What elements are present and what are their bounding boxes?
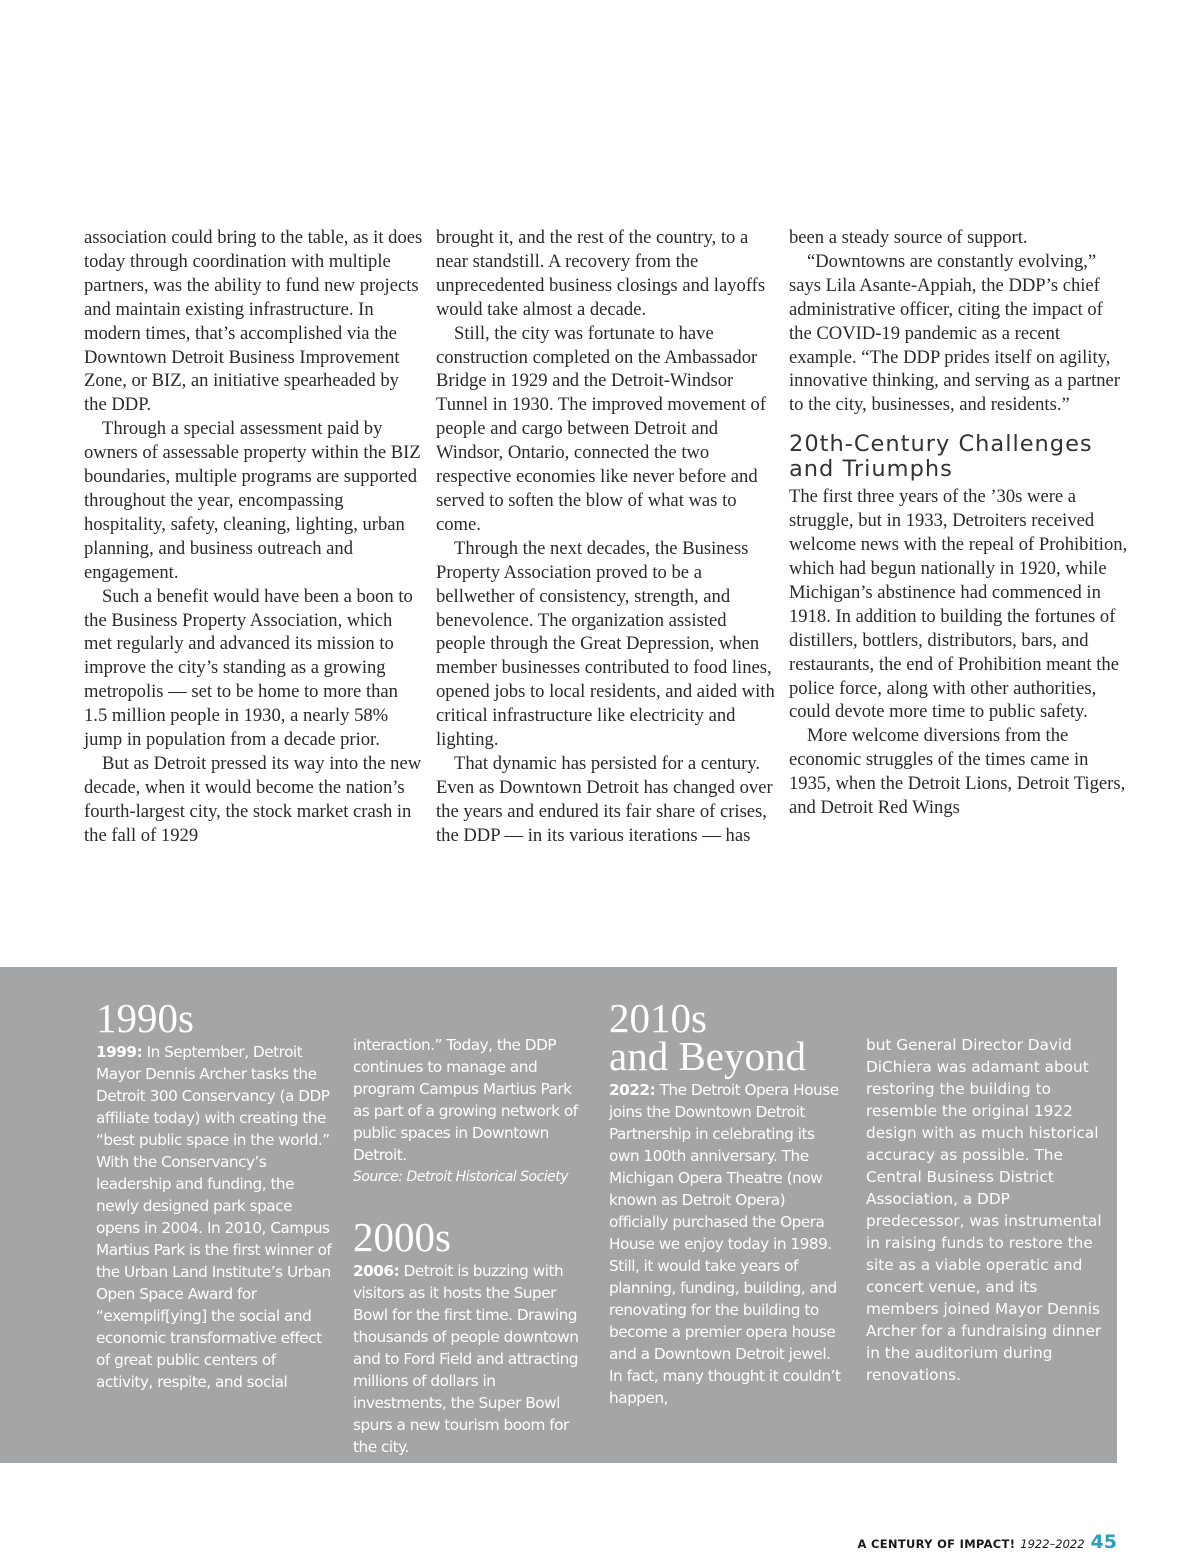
- article-column-1: [84, 226, 424, 848]
- paragraph: More welcome diversions from the economic struggles of the times came in 1935, when the Detroit Lions, Detroit Tigers, and Detroit Red Wings: [789, 725, 1126, 819]
- paragraph: That dynamic has persisted for a century. Even as Downtown Detroit has changed over the years and endured its fair share of crises, the DDP — in its various iterations — has: [436, 752, 773, 846]
- paragraph: association could bring to the table, as it does today through coordination with multiple partners, was the ability to fund new projects and maintain existing infrastructure. In modern times, that’s accomplished via the Downtown Detroit Business Improvement Zone, or BIZ, an initiative spearheaded by the DDP.: [84, 227, 423, 416]
- timeline-column-2010s: [609, 995, 845, 1409]
- heading-line: 2010s: [609, 995, 707, 1041]
- timeline-year: 1999:: [96, 1043, 143, 1061]
- paragraph: brought it, and the rest of the country, to a near standstill. A recovery from the unprecedented business closings and layoffs would take almost a decade.: [436, 227, 766, 320]
- timeline-column-4: [866, 1034, 1106, 1386]
- timeline-continued-text: interaction.” Today, the DDP continues to manage and program Campus Martius Park as part of a growing network of public spaces in Downtown Detroit.: [353, 1036, 578, 1164]
- publication-years: 1922–2022: [1020, 1537, 1085, 1551]
- timeline-column-2: [353, 1034, 589, 1458]
- heading-line: and Beyond: [609, 1033, 806, 1079]
- timeline-heading-2000s: 2000s: [353, 1214, 451, 1260]
- page-number: 45: [1090, 1531, 1117, 1553]
- paragraph: Through a special assessment paid by owners of assessable property within the BIZ boundaries, multiple programs are supported throughout the year, encompassing hospitality, safety, cleaning, lighting, urban planning, and business outreach and engagement.: [84, 418, 421, 583]
- paragraph: Still, the city was fortunate to have construction completed on the Ambassador Bridge in 1929 and the Detroit-Windsor Tunnel in 1930. The improved movement of people and cargo between Detroit and Windsor, Ontario, connected the two respective economies like never before and served to soften the blow of what was to come.: [436, 322, 767, 535]
- timeline-text: The Detroit Opera House joins the Downtown Detroit Partnership in celebrating its own 100th anniversary. The Michigan Opera Theatre (now known as Detroit Opera) officially purchased the Opera House we enjoy today in 1989. Still, it would take years of planning, funding, building, and renovating for the building to become a premier opera house and a Downtown Detroit jewel. In fact, many thought it couldn’t happen,: [609, 1081, 841, 1407]
- timeline-entry-1999: [96, 1041, 332, 1393]
- timeline-continued-text: but General Director David DiChiera was adamant about restoring the building to resemble the original 1922 design with as much historical accuracy as possible. The Central Business District Association, a DDP predecessor, was instrumental in raising funds to restore the site as a viable operatic and concert venue, and its members joined Mayor Dennis Archer for a fundraising dinner in the auditorium during renovations.: [866, 1036, 1102, 1384]
- paragraph: Through the next decades, the Business Property Association proved to be a bellwether of consistency, strength, and benevolence. The organization assisted people through the Great Depression, when member businesses contributed to food lines, opened jobs to local residents, and aided with critical infrastructure like electricity and lighting.: [436, 537, 775, 751]
- section-subheading: 20th-Century Challenges and Triumphs: [789, 431, 1093, 482]
- timeline-source: Source: Detroit Historical Society: [353, 1169, 569, 1185]
- timeline-heading-2010s: [609, 995, 845, 1079]
- timeline-heading-1990s: 1990s: [96, 995, 194, 1041]
- page-footer: [858, 1531, 1117, 1553]
- timeline-year: 2006:: [353, 1262, 400, 1280]
- paragraph: been a steady source of support.: [789, 227, 1028, 248]
- publication-title: A CENTURY OF IMPACT!: [857, 1537, 1016, 1551]
- article-column-3: [789, 226, 1129, 820]
- timeline-year: 2022:: [609, 1081, 656, 1099]
- article-column-2: [436, 226, 776, 848]
- timeline-text: Detroit is buzzing with visitors as it hosts the Super Bowl for the first time. Drawing thousands of people downtown and to Ford Field and attracting millions of dollars in investments, the Super Bowl spurs a new tourism boom for the city.: [353, 1262, 579, 1456]
- paragraph: But as Detroit pressed its way into the new decade, when it would become the nation’s fourth-largest city, the stock market crash in the fall of 1929: [84, 752, 422, 846]
- timeline-text: In September, Detroit Mayor Dennis Archer tasks the Detroit 300 Conservancy (a DDP affiliate today) with creating the “best public space in the world.” With the Conservancy’s leadership and funding, the newly designed park space opens in 2004. In 2010, Campus Martius Park is the first winner of the Urban Land Institute’s Urban Open Space Award for “exemplif[ying] the social and economic transformative effect of great public centers of activity, respite, and social: [96, 1043, 332, 1391]
- timeline-entry-2022: [609, 1079, 845, 1409]
- paragraph: The first three years of the ’30s were a struggle, but in 1933, Detroiters received welcome news with the repeal of Prohibition, which had begun nationally in 1920, while Michigan’s abstinence had commenced in 1918. In addition to building the fortunes of distillers, bottlers, distributors, bars, and restaurants, the end of Prohibition meant the police force, along with other authorities, could devote more time to public safety.: [789, 486, 1128, 723]
- timeline-entry-2006: [353, 1260, 589, 1458]
- timeline-column-1990s: [96, 995, 332, 1393]
- paragraph: Such a benefit would have been a boon to the Business Property Association, which met regularly and advanced its mission to improve the city’s standing as a growing metropolis — set to be home to more than 1.5 million people in 1930, a nearly 58% jump in population from a decade prior.: [84, 585, 413, 751]
- paragraph: “Downtowns are constantly evolving,” says Lila Asante-Appiah, the DDP’s chief administrative officer, citing the impact of the COVID-19 pandemic as a recent example. “The DDP prides itself on agility, innovative thinking, and serving as a partner to the city, businesses, and residents.”: [789, 250, 1120, 416]
- timeline-sidebar: [0, 967, 1117, 1463]
